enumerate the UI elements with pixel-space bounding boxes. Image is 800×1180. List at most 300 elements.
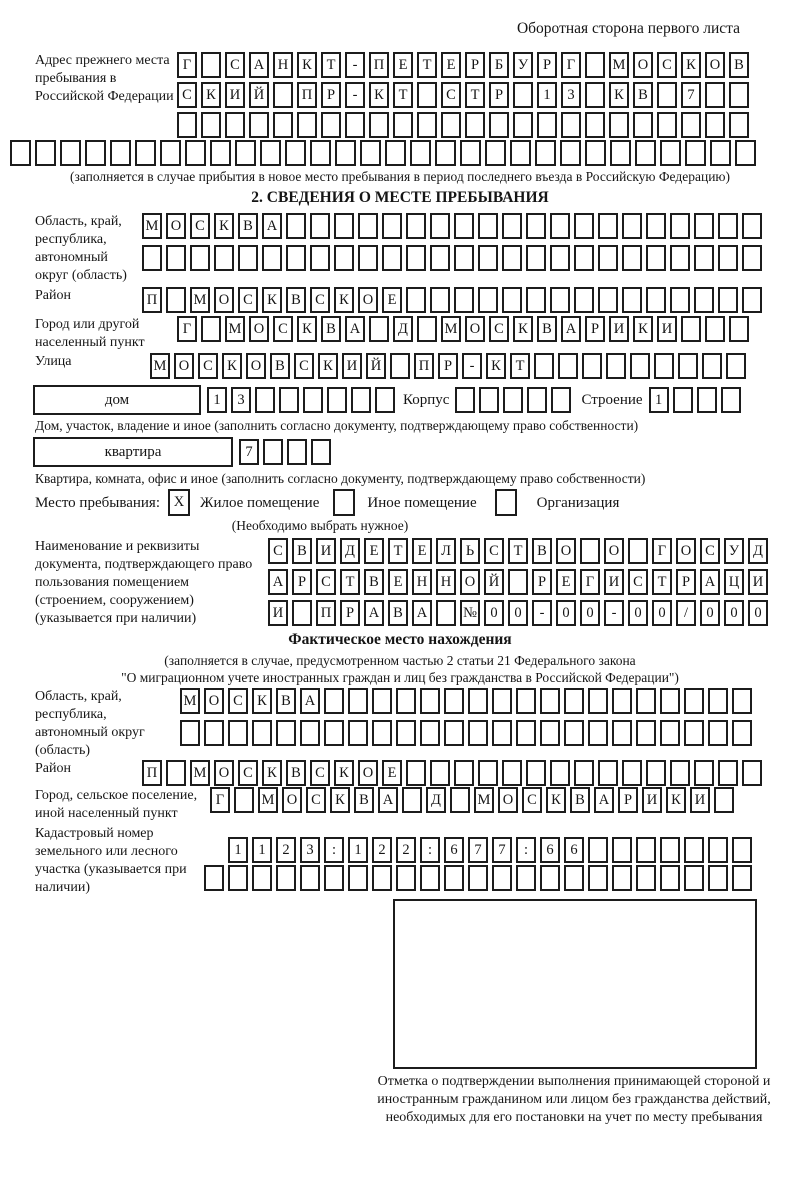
char-box[interactable] — [657, 82, 677, 108]
char-box[interactable] — [390, 353, 410, 379]
char-box[interactable] — [300, 720, 320, 746]
char-box[interactable] — [478, 287, 498, 313]
char-box[interactable]: В — [270, 353, 290, 379]
char-box[interactable] — [636, 837, 656, 863]
char-box[interactable] — [444, 688, 464, 714]
char-box[interactable] — [273, 82, 293, 108]
char-box[interactable]: : — [516, 837, 536, 863]
char-box[interactable] — [204, 865, 224, 891]
char-box[interactable] — [550, 245, 570, 271]
char-box[interactable]: А — [594, 787, 614, 813]
char-box[interactable] — [286, 245, 306, 271]
char-box[interactable]: К — [681, 52, 701, 78]
char-box[interactable]: Д — [748, 538, 768, 564]
char-box[interactable] — [660, 837, 680, 863]
char-box[interactable]: Р — [585, 316, 605, 342]
fact-raion-row[interactable] — [142, 760, 762, 786]
char-box[interactable] — [628, 538, 648, 564]
document-row-3[interactable] — [268, 600, 768, 626]
char-box[interactable] — [574, 213, 594, 239]
char-box[interactable] — [406, 760, 426, 786]
char-box[interactable] — [551, 387, 571, 413]
char-box[interactable]: Р — [438, 353, 458, 379]
char-box[interactable]: С — [657, 52, 677, 78]
char-box[interactable]: К — [262, 287, 282, 313]
char-box[interactable]: О — [249, 316, 269, 342]
char-box[interactable] — [742, 760, 762, 786]
char-box[interactable] — [324, 865, 344, 891]
char-box[interactable]: О — [358, 287, 378, 313]
char-box[interactable]: С — [700, 538, 720, 564]
char-box[interactable]: А — [412, 600, 432, 626]
char-box[interactable] — [636, 720, 656, 746]
char-box[interactable] — [742, 287, 762, 313]
char-box[interactable]: Р — [489, 82, 509, 108]
char-box[interactable] — [610, 140, 631, 166]
char-box[interactable] — [598, 245, 618, 271]
char-box[interactable]: О — [604, 538, 624, 564]
char-box[interactable]: 7 — [239, 439, 259, 465]
char-box[interactable]: Т — [508, 538, 528, 564]
char-box[interactable]: Г — [652, 538, 672, 564]
char-box[interactable] — [492, 720, 512, 746]
char-box[interactable] — [622, 213, 642, 239]
prev-address-row-3[interactable] — [177, 112, 749, 138]
char-box[interactable]: 0 — [628, 600, 648, 626]
char-box[interactable] — [252, 720, 272, 746]
checkbox-organizatsiya[interactable] — [495, 489, 517, 516]
char-box[interactable] — [694, 213, 714, 239]
char-box[interactable]: К — [252, 688, 272, 714]
char-box[interactable] — [612, 865, 632, 891]
char-box[interactable] — [684, 865, 704, 891]
char-box[interactable]: Р — [532, 569, 552, 595]
char-box[interactable]: К — [546, 787, 566, 813]
char-box[interactable] — [729, 82, 749, 108]
char-box[interactable]: : — [420, 837, 440, 863]
char-box[interactable] — [252, 865, 272, 891]
char-box[interactable]: Н — [273, 52, 293, 78]
char-box[interactable] — [335, 140, 356, 166]
char-box[interactable] — [417, 82, 437, 108]
char-box[interactable]: С — [177, 82, 197, 108]
char-box[interactable] — [420, 720, 440, 746]
char-box[interactable] — [402, 787, 422, 813]
char-box[interactable]: К — [334, 760, 354, 786]
char-box[interactable] — [705, 82, 725, 108]
char-box[interactable]: П — [369, 52, 389, 78]
char-box[interactable] — [537, 112, 557, 138]
char-box[interactable]: Ц — [724, 569, 744, 595]
char-box[interactable]: К — [297, 316, 317, 342]
char-box[interactable] — [708, 865, 728, 891]
char-box[interactable] — [574, 245, 594, 271]
char-box[interactable]: П — [316, 600, 336, 626]
char-box[interactable]: : — [324, 837, 344, 863]
char-box[interactable] — [742, 213, 762, 239]
char-box[interactable] — [417, 316, 437, 342]
raion-row[interactable] — [142, 287, 762, 313]
char-box[interactable] — [694, 760, 714, 786]
char-box[interactable] — [310, 245, 330, 271]
char-box[interactable] — [735, 140, 756, 166]
checkbox-zhiloe[interactable]: X — [168, 489, 190, 516]
char-box[interactable]: 7 — [681, 82, 701, 108]
char-box[interactable]: 6 — [540, 837, 560, 863]
char-box[interactable] — [444, 865, 464, 891]
char-box[interactable] — [657, 112, 677, 138]
char-box[interactable] — [588, 865, 608, 891]
char-box[interactable]: О — [246, 353, 266, 379]
char-box[interactable] — [609, 112, 629, 138]
char-box[interactable]: 6 — [444, 837, 464, 863]
char-box[interactable] — [444, 720, 464, 746]
char-box[interactable] — [492, 865, 512, 891]
char-box[interactable]: О — [460, 569, 480, 595]
char-box[interactable] — [228, 720, 248, 746]
char-box[interactable] — [177, 112, 197, 138]
char-box[interactable]: 7 — [492, 837, 512, 863]
char-box[interactable] — [255, 387, 275, 413]
char-box[interactable] — [410, 140, 431, 166]
char-box[interactable]: Т — [388, 538, 408, 564]
gorod-row[interactable] — [177, 316, 749, 342]
char-box[interactable] — [660, 688, 680, 714]
char-box[interactable] — [732, 865, 752, 891]
char-box[interactable] — [478, 213, 498, 239]
char-box[interactable] — [468, 688, 488, 714]
char-box[interactable] — [263, 439, 283, 465]
char-box[interactable] — [550, 760, 570, 786]
char-box[interactable] — [420, 688, 440, 714]
char-box[interactable]: И — [316, 538, 336, 564]
char-box[interactable]: С — [273, 316, 293, 342]
char-box[interactable] — [742, 245, 762, 271]
char-box[interactable]: Г — [580, 569, 600, 595]
char-box[interactable]: В — [354, 787, 374, 813]
char-box[interactable]: Т — [321, 52, 341, 78]
char-box[interactable]: Й — [249, 82, 269, 108]
char-box[interactable] — [225, 112, 245, 138]
char-box[interactable]: С — [190, 213, 210, 239]
document-row-1[interactable] — [268, 538, 768, 564]
ulitsa-row[interactable] — [150, 353, 746, 379]
char-box[interactable]: К — [214, 213, 234, 239]
char-box[interactable] — [287, 439, 307, 465]
char-box[interactable] — [681, 316, 701, 342]
char-box[interactable] — [513, 82, 533, 108]
char-box[interactable] — [612, 837, 632, 863]
char-box[interactable]: К — [486, 353, 506, 379]
char-box[interactable] — [285, 140, 306, 166]
char-box[interactable] — [238, 245, 258, 271]
char-box[interactable]: С — [238, 760, 258, 786]
char-box[interactable] — [468, 720, 488, 746]
char-box[interactable] — [585, 140, 606, 166]
char-box[interactable]: С — [489, 316, 509, 342]
char-box[interactable] — [406, 245, 426, 271]
char-box[interactable]: - — [462, 353, 482, 379]
char-box[interactable] — [324, 720, 344, 746]
char-box[interactable]: О — [174, 353, 194, 379]
char-box[interactable] — [622, 287, 642, 313]
char-box[interactable]: С — [628, 569, 648, 595]
char-box[interactable]: Е — [393, 52, 413, 78]
char-box[interactable] — [310, 140, 331, 166]
char-box[interactable]: М — [225, 316, 245, 342]
char-box[interactable]: Й — [366, 353, 386, 379]
char-box[interactable]: Н — [436, 569, 456, 595]
char-box[interactable] — [516, 720, 536, 746]
char-box[interactable] — [436, 600, 456, 626]
char-box[interactable] — [646, 213, 666, 239]
document-row-2[interactable] — [268, 569, 768, 595]
char-box[interactable]: П — [142, 760, 162, 786]
char-box[interactable]: 6 — [564, 837, 584, 863]
char-box[interactable] — [372, 720, 392, 746]
char-box[interactable] — [479, 387, 499, 413]
char-box[interactable]: Е — [441, 52, 461, 78]
char-box[interactable] — [670, 245, 690, 271]
char-box[interactable] — [478, 760, 498, 786]
char-box[interactable]: К — [201, 82, 221, 108]
char-box[interactable] — [513, 112, 533, 138]
char-box[interactable] — [702, 353, 722, 379]
char-box[interactable]: В — [276, 688, 296, 714]
char-box[interactable]: Р — [537, 52, 557, 78]
char-box[interactable]: О — [705, 52, 725, 78]
char-box[interactable] — [606, 353, 626, 379]
char-box[interactable] — [135, 140, 156, 166]
char-box[interactable] — [166, 287, 186, 313]
char-box[interactable] — [406, 213, 426, 239]
char-box[interactable]: К — [369, 82, 389, 108]
char-box[interactable] — [588, 837, 608, 863]
char-box[interactable] — [375, 387, 395, 413]
char-box[interactable] — [540, 720, 560, 746]
char-box[interactable] — [180, 720, 200, 746]
char-box[interactable] — [372, 865, 392, 891]
char-box[interactable]: В — [286, 760, 306, 786]
char-box[interactable]: 0 — [484, 600, 504, 626]
char-box[interactable]: М — [150, 353, 170, 379]
char-box[interactable]: 2 — [372, 837, 392, 863]
char-box[interactable]: 0 — [556, 600, 576, 626]
char-box[interactable] — [588, 688, 608, 714]
char-box[interactable] — [201, 316, 221, 342]
char-box[interactable]: В — [321, 316, 341, 342]
char-box[interactable] — [646, 245, 666, 271]
char-box[interactable]: Т — [510, 353, 530, 379]
char-box[interactable]: 1 — [207, 387, 227, 413]
char-box[interactable]: Е — [388, 569, 408, 595]
oblast-row-1[interactable] — [142, 213, 762, 239]
char-box[interactable] — [558, 353, 578, 379]
char-box[interactable] — [697, 387, 717, 413]
char-box[interactable] — [585, 112, 605, 138]
char-box[interactable]: Т — [652, 569, 672, 595]
char-box[interactable]: И — [604, 569, 624, 595]
char-box[interactable]: Й — [484, 569, 504, 595]
char-box[interactable]: С — [198, 353, 218, 379]
dom-row[interactable] — [207, 387, 395, 413]
char-box[interactable]: 1 — [649, 387, 669, 413]
char-box[interactable] — [420, 865, 440, 891]
char-box[interactable] — [369, 112, 389, 138]
char-box[interactable]: Р — [676, 569, 696, 595]
char-box[interactable] — [718, 287, 738, 313]
char-box[interactable] — [166, 245, 186, 271]
char-box[interactable]: К — [666, 787, 686, 813]
char-box[interactable]: К — [334, 287, 354, 313]
char-box[interactable] — [585, 52, 605, 78]
char-box[interactable] — [273, 112, 293, 138]
char-box[interactable]: А — [378, 787, 398, 813]
char-box[interactable] — [526, 760, 546, 786]
char-box[interactable] — [324, 688, 344, 714]
char-box[interactable] — [465, 112, 485, 138]
char-box[interactable]: Е — [382, 287, 402, 313]
char-box[interactable] — [393, 112, 413, 138]
char-box[interactable] — [660, 140, 681, 166]
char-box[interactable] — [360, 140, 381, 166]
char-box[interactable] — [502, 245, 522, 271]
char-box[interactable] — [612, 688, 632, 714]
char-box[interactable] — [311, 439, 331, 465]
char-box[interactable]: А — [249, 52, 269, 78]
char-box[interactable] — [430, 213, 450, 239]
char-box[interactable]: 0 — [700, 600, 720, 626]
char-box[interactable]: Р — [340, 600, 360, 626]
char-box[interactable]: Г — [177, 316, 197, 342]
char-box[interactable] — [633, 112, 653, 138]
char-box[interactable]: И — [225, 82, 245, 108]
char-box[interactable] — [684, 688, 704, 714]
char-box[interactable] — [303, 387, 323, 413]
char-box[interactable] — [550, 287, 570, 313]
char-box[interactable]: / — [676, 600, 696, 626]
char-box[interactable] — [508, 569, 528, 595]
char-box[interactable] — [684, 720, 704, 746]
char-box[interactable]: Т — [340, 569, 360, 595]
char-box[interactable] — [249, 112, 269, 138]
char-box[interactable] — [228, 865, 248, 891]
char-box[interactable]: Г — [210, 787, 230, 813]
char-box[interactable]: - — [604, 600, 624, 626]
char-box[interactable] — [516, 865, 536, 891]
char-box[interactable] — [705, 112, 725, 138]
char-box[interactable] — [636, 865, 656, 891]
char-box[interactable] — [502, 760, 522, 786]
char-box[interactable] — [718, 245, 738, 271]
char-box[interactable] — [210, 140, 231, 166]
char-box[interactable] — [430, 287, 450, 313]
char-box[interactable] — [694, 245, 714, 271]
kadastr-row-1[interactable] — [228, 837, 752, 863]
char-box[interactable] — [345, 112, 365, 138]
char-box[interactable] — [622, 245, 642, 271]
char-box[interactable]: О — [358, 760, 378, 786]
char-box[interactable] — [726, 353, 746, 379]
char-box[interactable] — [351, 387, 371, 413]
char-box[interactable]: В — [532, 538, 552, 564]
char-box[interactable]: Т — [417, 52, 437, 78]
char-box[interactable]: А — [364, 600, 384, 626]
char-box[interactable]: 0 — [748, 600, 768, 626]
korpus-row[interactable] — [455, 387, 571, 413]
char-box[interactable] — [276, 865, 296, 891]
char-box[interactable] — [526, 287, 546, 313]
char-box[interactable]: 1 — [348, 837, 368, 863]
char-box[interactable]: 3 — [300, 837, 320, 863]
char-box[interactable] — [574, 760, 594, 786]
char-box[interactable]: К — [330, 787, 350, 813]
char-box[interactable] — [468, 865, 488, 891]
char-box[interactable] — [454, 287, 474, 313]
char-box[interactable] — [622, 760, 642, 786]
char-box[interactable]: М — [190, 287, 210, 313]
char-box[interactable] — [327, 387, 347, 413]
char-box[interactable]: № — [460, 600, 480, 626]
char-box[interactable] — [396, 865, 416, 891]
char-box[interactable] — [564, 688, 584, 714]
char-box[interactable] — [646, 760, 666, 786]
char-box[interactable] — [382, 245, 402, 271]
char-box[interactable] — [714, 787, 734, 813]
char-box[interactable] — [485, 140, 506, 166]
char-box[interactable]: Б — [489, 52, 509, 78]
char-box[interactable]: Г — [561, 52, 581, 78]
char-box[interactable]: М — [190, 760, 210, 786]
char-box[interactable] — [732, 688, 752, 714]
char-box[interactable]: С — [306, 787, 326, 813]
char-box[interactable] — [260, 140, 281, 166]
char-box[interactable] — [588, 720, 608, 746]
char-box[interactable] — [235, 140, 256, 166]
char-box[interactable] — [262, 245, 282, 271]
char-box[interactable] — [598, 213, 618, 239]
char-box[interactable] — [646, 287, 666, 313]
char-box[interactable] — [321, 112, 341, 138]
fact-oblast-row-1[interactable] — [180, 688, 752, 714]
char-box[interactable]: О — [498, 787, 518, 813]
prev-address-row-4[interactable] — [0, 140, 800, 166]
char-box[interactable] — [710, 140, 731, 166]
char-box[interactable]: 0 — [724, 600, 744, 626]
char-box[interactable]: О — [465, 316, 485, 342]
char-box[interactable]: С — [294, 353, 314, 379]
char-box[interactable] — [540, 688, 560, 714]
char-box[interactable]: - — [345, 82, 365, 108]
char-box[interactable] — [310, 213, 330, 239]
char-box[interactable]: К — [609, 82, 629, 108]
char-box[interactable]: С — [522, 787, 542, 813]
kvartira-row[interactable] — [239, 439, 331, 465]
char-box[interactable] — [369, 316, 389, 342]
char-box[interactable]: Т — [393, 82, 413, 108]
char-box[interactable]: П — [142, 287, 162, 313]
char-box[interactable] — [396, 688, 416, 714]
char-box[interactable]: 1 — [252, 837, 272, 863]
char-box[interactable] — [455, 387, 475, 413]
char-box[interactable]: В — [537, 316, 557, 342]
char-box[interactable]: - — [532, 600, 552, 626]
char-box[interactable] — [300, 865, 320, 891]
char-box[interactable] — [358, 245, 378, 271]
char-box[interactable]: И — [609, 316, 629, 342]
char-box[interactable] — [204, 720, 224, 746]
char-box[interactable]: Ь — [460, 538, 480, 564]
